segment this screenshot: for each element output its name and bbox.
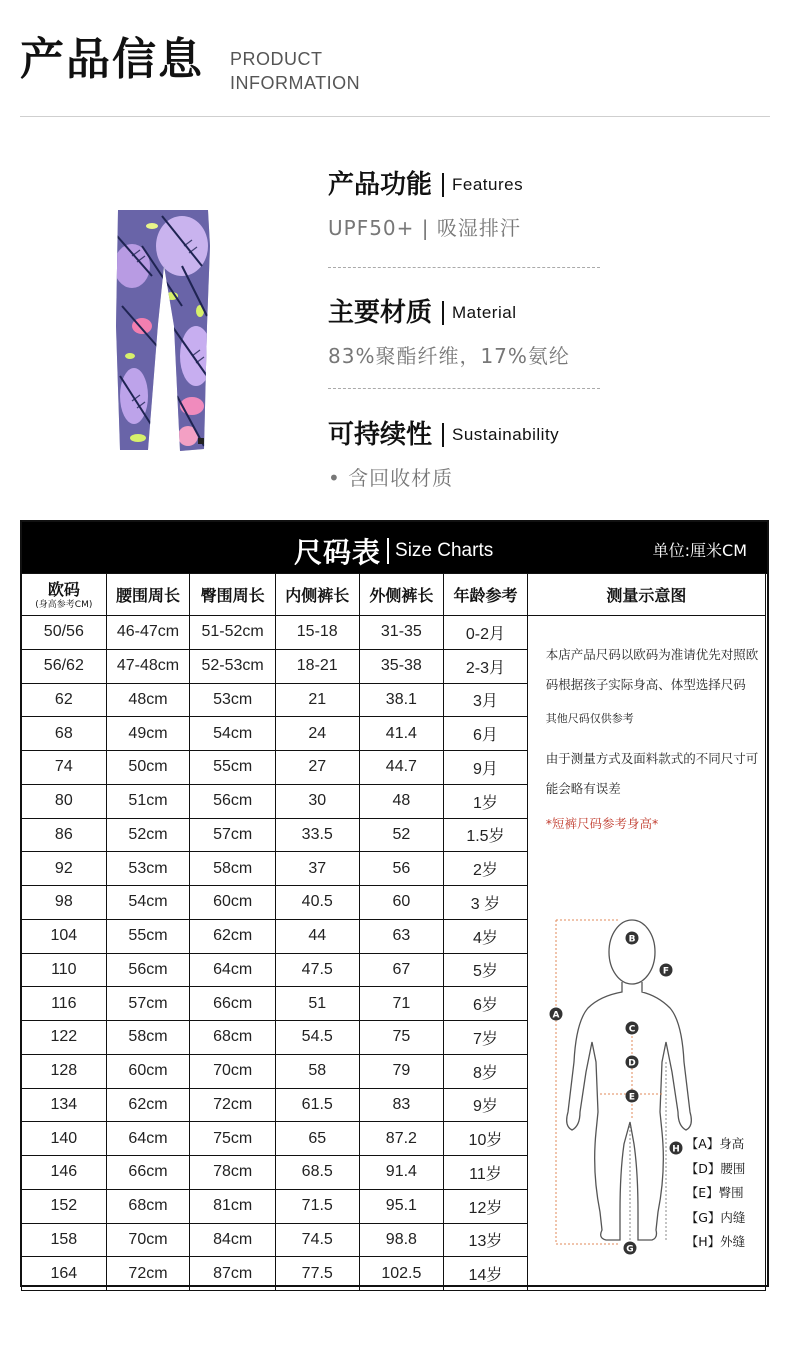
product-image-leggings [112, 206, 212, 454]
cell-inseam: 58 [275, 1054, 359, 1088]
size-notes [546, 640, 760, 832]
cell-outseam: 71 [359, 987, 444, 1021]
page-title-en-line2: INFORMATION [230, 73, 361, 93]
cell-hip: 56cm [190, 784, 276, 818]
cell-outseam: 95.1 [359, 1189, 444, 1223]
size-chart [20, 520, 769, 1287]
cell-eu-size: 74 [22, 751, 107, 785]
feature-sustainability-title: 可持续性 [328, 420, 433, 450]
feature-sustainability-value: • 含回收材质 [328, 466, 454, 490]
cell-outseam: 44.7 [359, 751, 444, 785]
cell-waist: 58cm [106, 1021, 190, 1055]
cell-waist: 57cm [106, 987, 190, 1021]
cell-inseam: 40.5 [275, 886, 359, 920]
cell-inseam: 27 [275, 751, 359, 785]
cell-waist: 66cm [106, 1156, 190, 1190]
table-row [22, 616, 766, 650]
cell-age: 8岁 [444, 1054, 528, 1088]
cell-inseam: 71.5 [275, 1189, 359, 1223]
cell-inseam: 15-18 [275, 616, 359, 650]
size-table [21, 573, 766, 1291]
cell-outseam: 91.4 [359, 1156, 444, 1190]
cell-outseam: 41.4 [359, 717, 444, 751]
page-title-en [230, 47, 360, 95]
cell-outseam: 31-35 [359, 616, 444, 650]
legend-outseam: 【H】外缝 [685, 1234, 746, 1249]
cell-eu-size: 116 [22, 987, 107, 1021]
cell-inseam: 24 [275, 717, 359, 751]
cell-inseam: 21 [275, 683, 359, 717]
cell-age: 11岁 [444, 1156, 528, 1190]
cell-waist: 64cm [106, 1122, 190, 1156]
cell-waist: 52cm [106, 818, 190, 852]
cell-hip: 52-53cm [190, 649, 276, 683]
cell-outseam: 48 [359, 784, 444, 818]
size-chart-unit: 单位:厘米CM [652, 541, 747, 560]
cell-outseam: 60 [359, 886, 444, 920]
cell-waist: 49cm [106, 717, 190, 751]
feature-material [328, 300, 570, 369]
cell-age: 12岁 [444, 1189, 528, 1223]
cell-hip: 78cm [190, 1156, 276, 1190]
col-header-eu-size-label: 欧码 [47, 579, 80, 599]
cell-inseam: 37 [275, 852, 359, 886]
cell-eu-size: 146 [22, 1156, 107, 1190]
marker-g-label: G [626, 1244, 634, 1255]
cell-inseam: 33.5 [275, 818, 359, 852]
cell-outseam: 75 [359, 1021, 444, 1055]
col-header-age: 年龄参考 [444, 574, 528, 616]
size-chart-header [22, 522, 767, 574]
size-chart-title-cn: 尺码表 [294, 536, 382, 569]
cell-waist: 47-48cm [106, 649, 190, 683]
col-header-waist: 腰围周长 [106, 574, 190, 616]
col-header-diagram: 测量示意图 [527, 574, 765, 616]
cell-age: 1.5岁 [444, 818, 528, 852]
cell-waist: 50cm [106, 751, 190, 785]
cell-inseam: 61.5 [275, 1088, 359, 1122]
cell-outseam: 98.8 [359, 1223, 444, 1257]
marker-a-label: A [552, 1010, 560, 1021]
cell-hip: 70cm [190, 1054, 276, 1088]
cell-hip: 68cm [190, 1021, 276, 1055]
cell-outseam: 56 [359, 852, 444, 886]
cell-eu-size: 104 [22, 919, 107, 953]
dashed-divider [328, 267, 600, 268]
cell-eu-size: 128 [22, 1054, 107, 1088]
legend-height: 【A】身高 [685, 1136, 745, 1151]
col-header-eu-size [22, 574, 107, 616]
cell-eu-size: 80 [22, 784, 107, 818]
cell-eu-size: 158 [22, 1223, 107, 1257]
feature-functions-title: 产品功能 [328, 170, 433, 200]
marker-c-label: C [628, 1024, 636, 1035]
marker-f-label: F [662, 966, 669, 977]
cell-eu-size: 98 [22, 886, 107, 920]
cell-waist: 53cm [106, 852, 190, 886]
cell-outseam: 79 [359, 1054, 444, 1088]
legend-waist: 【D】腰围 [685, 1160, 746, 1176]
marker-b-label: B [628, 934, 636, 945]
marker-h-label: H [671, 1144, 680, 1155]
col-header-outseam: 外侧裤长 [359, 574, 444, 616]
cell-waist: 55cm [106, 919, 190, 953]
cell-waist: 46-47cm [106, 616, 190, 650]
cell-outseam: 38.1 [359, 683, 444, 717]
cell-hip: 72cm [190, 1088, 276, 1122]
cell-waist: 68cm [106, 1189, 190, 1223]
cell-inseam: 30 [275, 784, 359, 818]
cell-age: 9岁 [444, 1088, 528, 1122]
cell-eu-size: 110 [22, 953, 107, 987]
feature-divider [442, 301, 444, 325]
cell-eu-size: 164 [22, 1257, 107, 1291]
size-note-red: *短裤尺码参考身高* [545, 816, 659, 831]
cell-inseam: 54.5 [275, 1021, 359, 1055]
cell-age: 2岁 [444, 852, 528, 886]
cell-waist: 51cm [106, 784, 190, 818]
body-measurement-diagram [540, 912, 700, 1264]
cell-age: 10岁 [444, 1122, 528, 1156]
cell-eu-size: 50/56 [22, 616, 107, 650]
cell-outseam: 35-38 [359, 649, 444, 683]
cell-hip: 53cm [190, 683, 276, 717]
feature-sustainability-title-en: Sustainability [452, 425, 560, 444]
cell-inseam: 77.5 [275, 1257, 359, 1291]
cell-inseam: 18-21 [275, 649, 359, 683]
page-title: 产品信息 [20, 34, 204, 85]
cell-hip: 51-52cm [190, 616, 276, 650]
feature-sustainability [328, 422, 559, 491]
cell-hip: 57cm [190, 818, 276, 852]
cell-age: 3月 [444, 683, 528, 717]
feature-functions [328, 172, 523, 241]
cell-inseam: 74.5 [275, 1223, 359, 1257]
cell-outseam: 63 [359, 919, 444, 953]
dashed-divider [328, 388, 600, 389]
marker-d-label: D [627, 1058, 636, 1069]
feature-material-title: 主要材质 [328, 298, 433, 328]
feature-material-value: 83%聚酯纤维，17%氨纶 [328, 344, 570, 368]
feature-functions-title-en: Features [452, 175, 524, 194]
measurement-diagram-cell [527, 616, 765, 1291]
cell-hip: 58cm [190, 852, 276, 886]
cell-hip: 62cm [190, 919, 276, 953]
cell-age: 6岁 [444, 987, 528, 1021]
cell-eu-size: 68 [22, 717, 107, 751]
size-note-2: 其他尺码仅供参考 [545, 712, 634, 725]
cell-age: 4岁 [444, 919, 528, 953]
cell-age: 1岁 [444, 784, 528, 818]
feature-functions-value: UPF50+ | 吸湿排汗 [328, 216, 521, 240]
cell-age: 2-3月 [444, 649, 528, 683]
measurement-legend [686, 1132, 746, 1255]
size-chart-title [294, 531, 493, 571]
cell-waist: 72cm [106, 1257, 190, 1291]
cell-age: 14岁 [444, 1257, 528, 1291]
cell-waist: 70cm [106, 1223, 190, 1257]
cell-outseam: 67 [359, 953, 444, 987]
cell-eu-size: 122 [22, 1021, 107, 1055]
col-header-inseam: 内侧裤长 [275, 574, 359, 616]
cell-hip: 81cm [190, 1189, 276, 1223]
page-title-en-line1: PRODUCT [230, 49, 323, 69]
cell-age: 5岁 [444, 953, 528, 987]
cell-hip: 64cm [190, 953, 276, 987]
cell-inseam: 68.5 [275, 1156, 359, 1190]
size-note-1: 本店产品尺码以欧码为准请优先对照欧码根据孩子实际身高、体型选择尺码 [545, 647, 759, 692]
cell-waist: 56cm [106, 953, 190, 987]
cell-waist: 60cm [106, 1054, 190, 1088]
cell-hip: 55cm [190, 751, 276, 785]
cell-outseam: 83 [359, 1088, 444, 1122]
cell-hip: 66cm [190, 987, 276, 1021]
legend-hip: 【E】臀围 [685, 1185, 744, 1200]
cell-hip: 75cm [190, 1122, 276, 1156]
marker-e-label: E [628, 1092, 635, 1103]
title-divider [387, 538, 389, 564]
cell-eu-size: 134 [22, 1088, 107, 1122]
cell-hip: 60cm [190, 886, 276, 920]
cell-waist: 48cm [106, 683, 190, 717]
size-note-3: 由于测量方式及面料款式的不同尺寸可能会略有误差 [545, 751, 759, 796]
cell-eu-size: 56/62 [22, 649, 107, 683]
cell-waist: 54cm [106, 886, 190, 920]
cell-waist: 62cm [106, 1088, 190, 1122]
cell-eu-size: 62 [22, 683, 107, 717]
cell-outseam: 87.2 [359, 1122, 444, 1156]
cell-hip: 84cm [190, 1223, 276, 1257]
cell-eu-size: 92 [22, 852, 107, 886]
size-table-header-row [22, 574, 766, 616]
size-chart-title-en: Size Charts [395, 540, 494, 561]
cell-eu-size: 152 [22, 1189, 107, 1223]
feature-material-title-en: Material [452, 303, 517, 322]
cell-eu-size: 86 [22, 818, 107, 852]
body-outline [566, 920, 691, 1240]
cell-age: 7岁 [444, 1021, 528, 1055]
cell-age: 0-2月 [444, 616, 528, 650]
cell-age: 13岁 [444, 1223, 528, 1257]
cell-inseam: 44 [275, 919, 359, 953]
cell-outseam: 52 [359, 818, 444, 852]
cell-inseam: 51 [275, 987, 359, 1021]
cell-age: 3 岁 [444, 886, 528, 920]
cell-inseam: 47.5 [275, 953, 359, 987]
feature-divider [442, 423, 444, 447]
cell-outseam: 102.5 [359, 1257, 444, 1291]
col-header-hip: 臀围周长 [190, 574, 276, 616]
cell-hip: 54cm [190, 717, 276, 751]
legend-inseam: 【G】内缝 [685, 1209, 746, 1225]
cell-inseam: 65 [275, 1122, 359, 1156]
cell-age: 9月 [444, 751, 528, 785]
cell-eu-size: 140 [22, 1122, 107, 1156]
header-divider [20, 116, 770, 117]
col-header-eu-size-sub: (身高参考CM) [35, 599, 93, 610]
feature-divider [442, 173, 444, 197]
cell-age: 6月 [444, 717, 528, 751]
cell-hip: 87cm [190, 1257, 276, 1291]
